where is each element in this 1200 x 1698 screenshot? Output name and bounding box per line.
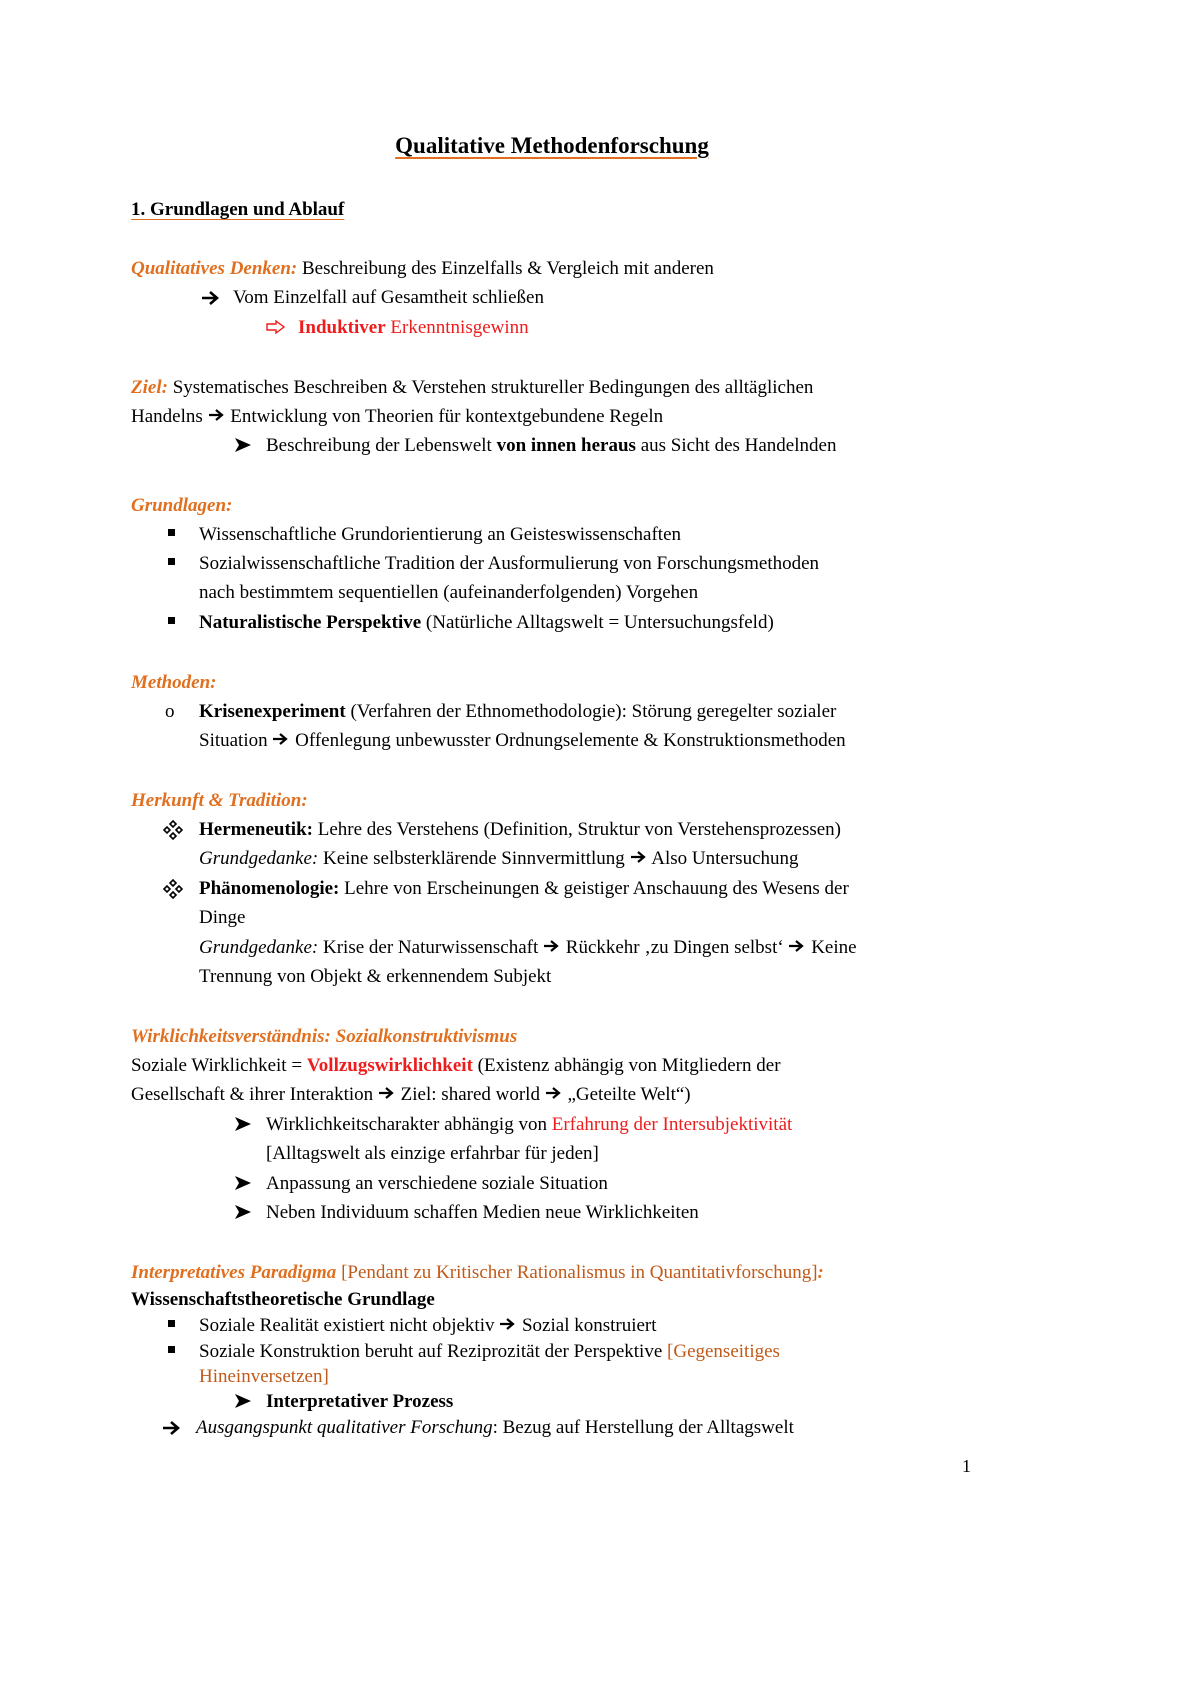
lebenswelt-line [266, 431, 836, 460]
qualitatives-denken-line [131, 254, 714, 283]
arrowhead-bullet-icon [234, 1116, 252, 1132]
wirklichkeit-l1-c: (Existenz abhängig von Mitgliedern der [472, 1055, 781, 1076]
ausgangspunkt-rest: : Bezug auf Herstellung der Alltagswelt [492, 1417, 794, 1438]
grundlagen-item-3 [199, 608, 774, 637]
arrowhead-bullet-icon [234, 1175, 252, 1191]
ziel-label: Ziel: [131, 377, 168, 398]
grundlagen-item-2: Sozialwissenschaftliche Tradition der Ausformulierung von Forschungsmethoden [199, 553, 820, 574]
paradigma-bracket: [Pendant zu Kritischer Rationalismus in Quantitativforschung] [336, 1262, 818, 1283]
herkunft-label: Herkunft & Tradition: [131, 790, 308, 811]
krisenexperiment-bold: Krisenexperiment [199, 701, 346, 722]
phaenomenologie-rest: Lehre von Erscheinungen & geistiger Anschauung des Wesens der [339, 878, 849, 899]
arrow-right-icon [201, 290, 221, 306]
grundlagen-item-2-cont: nach bestimmtem sequentiellen (aufeinanderfolgenden) Vorgehen [199, 582, 699, 603]
phaenomenologie-cont-2: Trennung von Objekt & erkennendem Subjekt [199, 966, 552, 987]
arrow-right-icon [630, 850, 648, 864]
arrow-right-icon [378, 1086, 396, 1100]
hollow-arrow-icon [266, 320, 286, 334]
wirklichkeit-sub-1-a: Wirklichkeitscharakter abhängig von [266, 1114, 552, 1135]
square-bullet [168, 1320, 175, 1327]
paradigma-label: Interpretatives Paradigma [131, 1262, 337, 1283]
arrow-right-icon [788, 939, 806, 953]
arrow-right-icon [499, 1317, 517, 1331]
induktiv-rest: Erkenntnisgewinn [385, 317, 529, 338]
arrowhead-bullet-icon [234, 1204, 252, 1220]
paradigma-item-2-a: Soziale Konstruktion beruht auf Reziprozität der Perspektive [199, 1341, 668, 1362]
phaen-g-b: Rückkehr ‚zu Dingen selbst‘ [561, 937, 789, 958]
naturalistisch-bold: Naturalistische Perspektive [199, 612, 422, 633]
grundgedanke-label: Grundgedanke: [199, 848, 319, 869]
phaenomenologie-bold: Phänomenologie: [199, 878, 340, 899]
vollzugswirklichkeit: Vollzugswirklichkeit [306, 1055, 473, 1076]
einzelfall-line: Vom Einzelfall auf Gesamtheit schließen [233, 287, 544, 308]
paradigma-line [131, 1258, 824, 1287]
circle-bullet: o [165, 701, 175, 722]
induktiv-bold: Induktiver [298, 317, 386, 338]
naturalistisch-rest: (Natürliche Alltagswelt = Untersuchungsfeld) [421, 612, 774, 633]
arrow-right-icon [545, 1086, 563, 1100]
paradigma-item-1-a: Soziale Realität existiert nicht objektiv [199, 1315, 500, 1336]
phaenomenologie-grundgedanke [199, 933, 857, 962]
ziel-line-2 [131, 402, 663, 431]
phaenomenologie-cont: Dinge [199, 907, 246, 928]
wirklichkeit-l2-c: „Geteilte Welt“) [562, 1084, 691, 1105]
methoden-label: Methoden: [131, 672, 217, 693]
wirklichkeit-line-2 [131, 1080, 691, 1109]
arrow-right-icon [272, 732, 290, 746]
situation-a: Situation [199, 730, 273, 751]
krisenexperiment-rest: (Verfahren der Ethnomethodologie): Störung geregelter sozialer [345, 701, 837, 722]
lebenswelt-c: aus Sicht des Handelnden [635, 435, 837, 456]
paradigma-item-2-cont: Hineinversetzen] [199, 1366, 329, 1387]
hermeneutik-bold: Hermeneutik: [199, 819, 313, 840]
wirklichkeit-sub-1 [266, 1110, 792, 1139]
interpretativer-prozess: Interpretativer Prozess [266, 1391, 454, 1412]
paradigma-item-1 [199, 1311, 657, 1340]
lebenswelt-a: Beschreibung der Lebenswelt [266, 435, 497, 456]
wirklichkeit-l2-b: Ziel: shared world [395, 1084, 545, 1105]
wirklichkeit-l1-a: Soziale Wirklichkeit = [131, 1055, 307, 1076]
square-bullet [168, 529, 175, 536]
wirklichkeit-sub-2: Anpassung an verschiedene soziale Situation [266, 1173, 608, 1194]
qualitatives-denken-text: Beschreibung des Einzelfalls & Vergleich mit anderen [297, 258, 714, 279]
phaen-g-c: Keine [806, 937, 857, 958]
wirklichkeit-sub-3: Neben Individuum schaffen Medien neue Wirklichkeiten [266, 1202, 699, 1223]
induktiv-line [298, 313, 529, 342]
methoden-item-1-cont [199, 726, 846, 755]
arrow-right-icon [208, 408, 226, 422]
square-bullet [168, 558, 175, 565]
arrowhead-bullet-icon [234, 437, 252, 453]
paradigma-item-2-bracket: [Gegenseitiges [667, 1341, 780, 1362]
paradigma-item-1-b: Sozial konstruiert [517, 1315, 657, 1336]
arrow-right-icon [543, 939, 561, 953]
ziel-line-2-b: Entwicklung von Theorien für kontextgebundene Regeln [225, 406, 664, 427]
wirklichkeit-line-1 [131, 1051, 781, 1080]
arrowhead-bullet-icon [234, 1393, 252, 1409]
hermeneutik-g-b: Also Untersuchung [647, 848, 799, 869]
wirklichkeit-sub-1-cont: [Alltagswelt als einzige erfahrbar für jeden] [266, 1143, 599, 1164]
diamond-bullet-icon [163, 820, 183, 840]
grundlagen-label: Grundlagen: [131, 495, 233, 516]
situation-b: Offenlegung unbewusster Ordnungselemente & Konstruktionsmethoden [290, 730, 846, 751]
wirklichkeit-label: Wirklichkeitsverständnis: Sozialkonstruktivismus [131, 1026, 518, 1047]
methoden-item-1 [199, 697, 836, 726]
hermeneutik-line [199, 815, 841, 844]
wissenschaftstheorie-heading: Wissenschaftstheoretische Grundlage [131, 1289, 435, 1310]
grundgedanke-label: Grundgedanke: [199, 937, 319, 958]
page-number: 1 [962, 1456, 971, 1476]
document-title: Qualitative Methodenforschung [395, 133, 709, 158]
ausgangspunkt-italic: Ausgangspunkt qualitativer Forschung [196, 1417, 493, 1438]
paradigma-colon: : [817, 1262, 824, 1283]
wirklichkeit-l2-a: Gesellschaft & ihrer Interaktion [131, 1084, 378, 1105]
diamond-bullet-icon [163, 879, 183, 899]
hermeneutik-g-a: Keine selbsterklärende Sinnvermittlung [318, 848, 630, 869]
arrow-right-icon [162, 1420, 182, 1436]
square-bullet [168, 617, 175, 624]
ziel-text: Systematisches Beschreiben & Verstehen struktureller Bedingungen des alltäglichen [167, 377, 814, 398]
grundlagen-item-1: Wissenschaftliche Grundorientierung an Geisteswissenschaften [199, 524, 682, 545]
lebenswelt-bold: von innen heraus [496, 435, 636, 456]
intersubjektivitaet: Erfahrung der Intersubjektivität [551, 1114, 793, 1135]
phaenomenologie-line [199, 874, 849, 903]
section-heading: 1. Grundlagen und Ablauf [131, 199, 345, 220]
square-bullet [168, 1346, 175, 1353]
qualitatives-denken-label: Qualitatives Denken: [131, 258, 298, 279]
hermeneutik-grundgedanke [199, 844, 799, 873]
ziel-line [131, 373, 813, 402]
ziel-line-2-a: Handelns [131, 406, 208, 427]
ausgangspunkt-line [196, 1413, 794, 1442]
hermeneutik-rest: Lehre des Verstehens (Definition, Struktur von Verstehensprozessen) [312, 819, 841, 840]
phaen-g-a: Krise der Naturwissenschaft [318, 937, 544, 958]
